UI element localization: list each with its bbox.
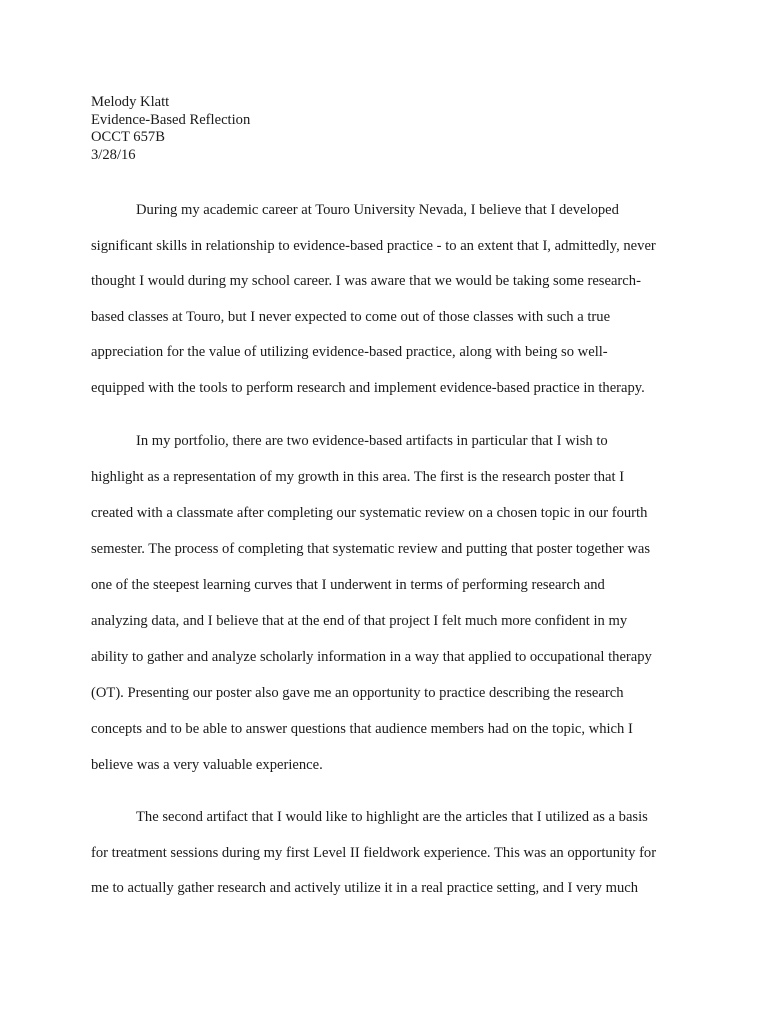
paragraph-line: equipped with the tools to perform research and implement evidence-based practice in therapy. [91,379,645,396]
paragraph-line: analyzing data, and I believe that at the end of that project I felt much more confident in my [91,613,628,629]
paragraph-line: for treatment sessions during my first Level II fieldwork experience. This was an opportunity for [91,844,657,861]
document-header [91,94,250,164]
document-date: 3/28/16 [91,146,136,163]
paragraph-line: During my academic career at Touro University Nevada, I believe that I developed [136,202,619,218]
paragraph-line: highlight as a representation of my growth in this area. The first is the research poster that I [91,469,625,485]
paragraph-line: based classes at Touro, but I never expected to come out of those classes with such a true [91,308,611,325]
paragraph-line: thought I would during my school career. I was aware that we would be taking some research- [91,273,641,289]
course-code: OCCT 657B [91,129,165,145]
paragraph-line: semester. The process of completing that systematic review and putting that poster together was [91,541,651,557]
paragraph-line: significant skills in relationship to evidence-based practice - to an extent that I, admittedly, never [91,237,656,254]
paragraph-line: one of the steepest learning curves that I underwent in terms of performing research and [91,577,605,593]
paragraph-line: believe was a very valuable experience. [91,757,323,773]
paragraph-line: In my portfolio, there are two evidence-based artifacts in particular that I wish to [136,433,608,449]
author-name: Melody Klatt [91,94,170,110]
document-title: Evidence-Based Reflection [91,111,251,128]
paragraph-line: The second artifact that I would like to highlight are the articles that I utilized as a basis [136,809,648,825]
paragraph-line: concepts and to be able to answer questions that audience members had on the topic, which I [91,721,633,737]
paragraph-line: (OT). Presenting our poster also gave me an opportunity to practice describing the research [91,685,624,701]
paragraph-line: created with a classmate after completing our systematic review on a chosen topic in our fourth [91,505,648,521]
paragraph-line: me to actually gather research and actively utilize it in a real practice setting, and I very much [91,880,639,896]
paragraph-line: ability to gather and analyze scholarly information in a way that applied to occupational therapy [91,649,652,665]
paragraph-line: appreciation for the value of utilizing evidence-based practice, along with being so well- [91,344,608,360]
